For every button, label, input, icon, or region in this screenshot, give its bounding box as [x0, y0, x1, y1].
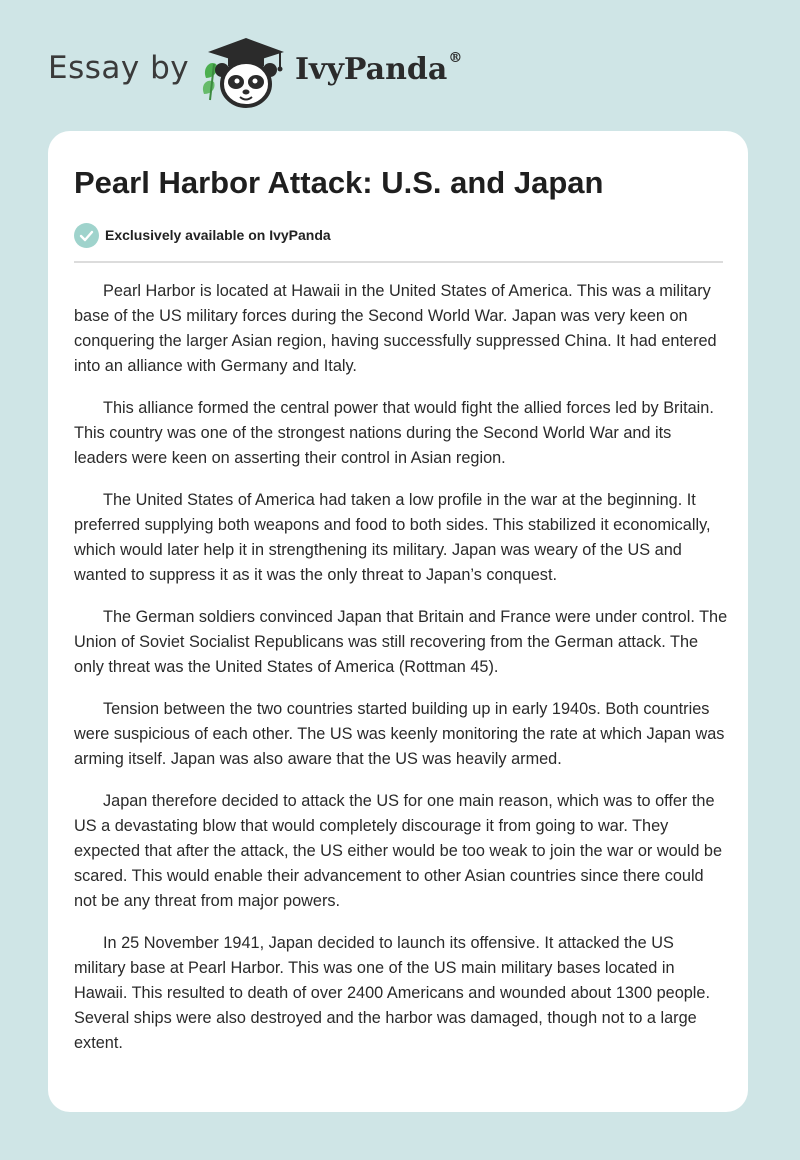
essay-paragraph: The German soldiers convinced Japan that Britain and France were under control. The Union of Soviet Socialist Republicans was still recovering from the German attack. The only threat was the United States of America (Rottman 45).: [74, 608, 728, 676]
exclusive-badge: [74, 222, 331, 248]
essay-paragraph: In 25 November 1941, Japan decided to launch its offensive. It attacked the US military base at Pearl Harbor. This was one of the US main military bases located in Hawaii. This resulted to death of over 2400 Americans and wounded about 1300 people. Several ships were also destroyed and the harbor was damaged, though not to a large extent.: [74, 934, 711, 1052]
essay-paragraph: Pearl Harbor is located at Hawaii in the United States of America. This was a military base of the US military forces during the Second World War. Japan was very keen on conquering the larger Asian region, having successfully suppressed China. It had entered into an alliance with Germany and Italy.: [74, 282, 717, 375]
essay-body: [74, 279, 728, 1073]
essay-paragraph: This alliance formed the central power that would fight the allied forces led by Britain. This country was one of the strongest nations during the Second World War and its leaders were keen on asserting their control in Asian region.: [74, 399, 714, 467]
brand-text: IvyPanda: [295, 52, 448, 87]
site-header: [0, 0, 800, 130]
panda-logo-icon[interactable]: [200, 34, 288, 110]
essay-paragraph: Tension between the two countries started building up in early 1940s. Both countries were suspicious of each other. The US was keenly monitoring the rate at which Japan was arming itself. Japan was also aware that the US was heavily armed.: [74, 700, 725, 768]
essay-paragraph: Japan therefore decided to attack the US for one main reason, which was to offer the US a devastating blow that would completely discourage it from going to war. They expected that after the attack, the US either would be too weak to join the war or would be scared. This would enable their advancement to other Asian countries since there could not be any threat from major powers.: [74, 792, 723, 910]
exclusive-badge-label: Exclusively available on IvyPanda: [105, 227, 331, 243]
check-circle-icon: [74, 223, 99, 248]
essay-by-label: Essay by: [48, 50, 190, 86]
essay-title: Pearl Harbor Attack: U.S. and Japan: [74, 165, 604, 200]
essay-card: [48, 131, 748, 1112]
essay-paragraph: The United States of America had taken a low profile in the war at the beginning. It preferred supplying both weapons and food to both sides. This stabilized it economically, which would later help it in strengthening its military. Japan was weary of the US and wanted to suppress it as it was the only threat to Japan’s conquest.: [74, 491, 711, 584]
brand-name[interactable]: [295, 52, 462, 87]
registered-mark: ®: [448, 50, 463, 66]
title-divider: [74, 261, 723, 263]
